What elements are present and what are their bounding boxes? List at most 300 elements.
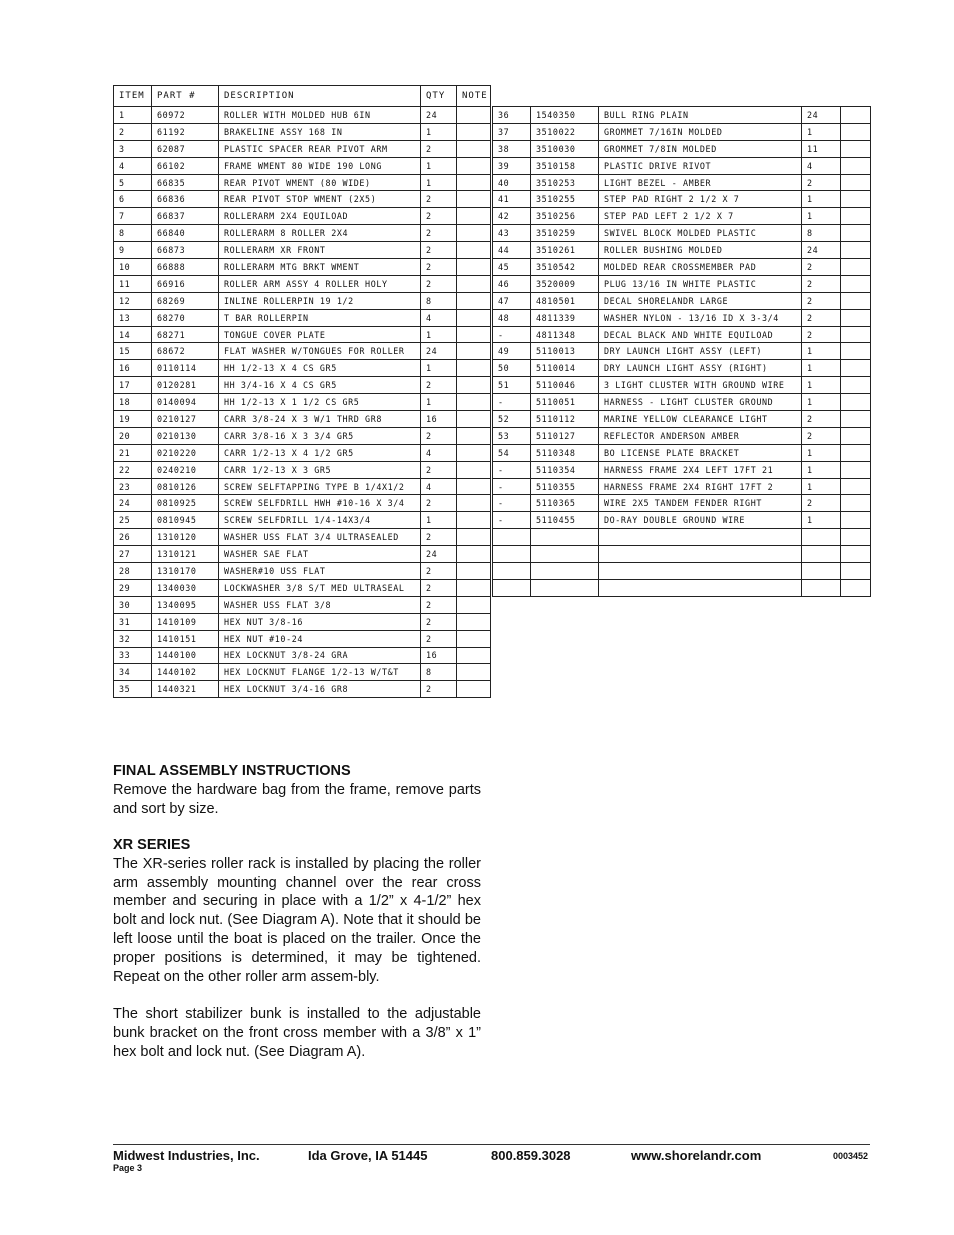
note-cell xyxy=(841,191,871,208)
note-cell xyxy=(457,664,491,681)
qty-cell: 24 xyxy=(421,546,457,563)
table-row xyxy=(114,292,491,309)
part-number-cell: 68269 xyxy=(152,292,219,309)
item-cell: 39 xyxy=(493,157,531,174)
qty-cell: 2 xyxy=(421,529,457,546)
part-number-cell: 68270 xyxy=(152,309,219,326)
note-cell xyxy=(457,444,491,461)
note-cell xyxy=(841,259,871,276)
description-cell: REAR PIVOT WMENT (80 WIDE) xyxy=(219,174,421,191)
note-cell xyxy=(841,242,871,259)
table-row xyxy=(114,360,491,377)
qty-cell xyxy=(802,529,841,546)
qty-cell: 16 xyxy=(421,647,457,664)
note-cell xyxy=(841,444,871,461)
xr-series-heading: XR SERIES xyxy=(113,837,191,853)
description-cell: GROMMET 7/8IN MOLDED xyxy=(599,140,802,157)
table-row xyxy=(114,343,491,360)
table-row xyxy=(493,461,871,478)
part-number-cell: 4810501 xyxy=(531,292,599,309)
part-number-cell: 5110112 xyxy=(531,411,599,428)
note-cell xyxy=(457,563,491,580)
table-row xyxy=(493,377,871,394)
note-cell xyxy=(841,208,871,225)
table-row xyxy=(114,140,491,157)
table-row xyxy=(114,664,491,681)
description-cell: FRAME WMENT 80 WIDE 190 LONG xyxy=(219,157,421,174)
note-cell xyxy=(841,461,871,478)
part-number-cell: 5110127 xyxy=(531,427,599,444)
table-row xyxy=(114,512,491,529)
note-cell xyxy=(457,613,491,630)
qty-cell xyxy=(802,563,841,580)
qty-cell: 2 xyxy=(802,309,841,326)
qty-cell: 8 xyxy=(421,664,457,681)
item-cell: 43 xyxy=(493,225,531,242)
description-cell: ROLLER ARM ASSY 4 ROLLER HOLY xyxy=(219,275,421,292)
description-cell xyxy=(599,529,802,546)
note-cell xyxy=(457,529,491,546)
part-number-cell: 1410109 xyxy=(152,613,219,630)
item-cell: - xyxy=(493,478,531,495)
note-cell xyxy=(457,495,491,512)
qty-cell: 2 xyxy=(421,563,457,580)
table-row xyxy=(114,579,491,596)
header-note: NOTE xyxy=(457,86,491,107)
qty-cell: 2 xyxy=(421,681,457,698)
note-cell xyxy=(457,242,491,259)
part-number-cell xyxy=(531,546,599,563)
parts-list-table-left xyxy=(113,85,491,698)
item-cell: 22 xyxy=(114,461,152,478)
item-cell: 41 xyxy=(493,191,531,208)
part-number-cell: 0210127 xyxy=(152,411,219,428)
item-cell: 37 xyxy=(493,123,531,140)
part-number-cell: 5110348 xyxy=(531,444,599,461)
description-cell: PLUG 13/16 IN WHITE PLASTIC xyxy=(599,275,802,292)
qty-cell: 1 xyxy=(421,174,457,191)
table-row xyxy=(114,208,491,225)
description-cell: HH 3/4-16 X 4 CS GR5 xyxy=(219,377,421,394)
description-cell: SCREW SELFDRILL 1/4-14X3/4 xyxy=(219,512,421,529)
item-cell: - xyxy=(493,394,531,411)
qty-cell: 1 xyxy=(421,360,457,377)
qty-cell: 2 xyxy=(421,613,457,630)
description-cell: HEX NUT #10-24 xyxy=(219,630,421,647)
description-cell: ROLLERARM 2X4 EQUILOAD xyxy=(219,208,421,225)
header-qty: QTY xyxy=(421,86,457,107)
table-row xyxy=(493,309,871,326)
qty-cell: 2 xyxy=(421,191,457,208)
part-number-cell: 66840 xyxy=(152,225,219,242)
qty-cell: 2 xyxy=(421,259,457,276)
description-cell: STEP PAD RIGHT 2 1/2 X 7 xyxy=(599,191,802,208)
table-row xyxy=(493,427,871,444)
part-number-cell: 66837 xyxy=(152,208,219,225)
qty-cell: 1 xyxy=(421,512,457,529)
description-cell: BRAKELINE ASSY 168 IN xyxy=(219,123,421,140)
table-row xyxy=(114,326,491,343)
item-cell: 18 xyxy=(114,394,152,411)
description-cell: WASHER USS FLAT 3/4 ULTRASEALED xyxy=(219,529,421,546)
note-cell xyxy=(457,681,491,698)
note-cell xyxy=(457,208,491,225)
item-cell: 29 xyxy=(114,579,152,596)
note-cell xyxy=(841,579,871,596)
item-cell: 3 xyxy=(114,140,152,157)
table-row xyxy=(493,191,871,208)
footer-doc-number: 0003452 xyxy=(833,1151,869,1161)
item-cell: 30 xyxy=(114,596,152,613)
qty-cell: 11 xyxy=(802,140,841,157)
part-number-cell: 1310120 xyxy=(152,529,219,546)
description-cell: HARNESS - LIGHT CLUSTER GROUND xyxy=(599,394,802,411)
item-cell: 32 xyxy=(114,630,152,647)
part-number-cell xyxy=(531,563,599,580)
qty-cell: 1 xyxy=(421,157,457,174)
item-cell: 9 xyxy=(114,242,152,259)
item-cell: 35 xyxy=(114,681,152,698)
part-number-cell: 0810945 xyxy=(152,512,219,529)
table-row xyxy=(114,647,491,664)
note-cell xyxy=(841,326,871,343)
qty-cell: 2 xyxy=(802,275,841,292)
table-row xyxy=(114,596,491,613)
item-cell: 27 xyxy=(114,546,152,563)
table-row xyxy=(114,411,491,428)
part-number-cell: 1440100 xyxy=(152,647,219,664)
item-cell: 11 xyxy=(114,275,152,292)
item-cell: 28 xyxy=(114,563,152,580)
qty-cell: 1 xyxy=(802,444,841,461)
part-number-cell: 1310121 xyxy=(152,546,219,563)
description-cell: ROLLERARM MTG BRKT WMENT xyxy=(219,259,421,276)
description-cell: 3 LIGHT CLUSTER WITH GROUND WIRE xyxy=(599,377,802,394)
description-cell: HEX LOCKNUT FLANGE 1/2-13 W/T&T xyxy=(219,664,421,681)
item-cell: 16 xyxy=(114,360,152,377)
qty-cell: 1 xyxy=(802,461,841,478)
table-row xyxy=(493,107,871,124)
part-number-cell: 0210130 xyxy=(152,427,219,444)
note-cell xyxy=(457,157,491,174)
description-cell: WASHER USS FLAT 3/8 xyxy=(219,596,421,613)
table-row xyxy=(114,546,491,563)
description-cell: ROLLERARM 8 ROLLER 2X4 xyxy=(219,225,421,242)
table-row xyxy=(493,275,871,292)
item-cell: 13 xyxy=(114,309,152,326)
part-number-cell: 5110355 xyxy=(531,478,599,495)
note-cell xyxy=(841,478,871,495)
part-number-cell: 1340095 xyxy=(152,596,219,613)
xr-series-paragraph-2: The short stabilizer bunk is installed to the adjustable bunk bracket on the front cross member with a 3/8” x 1” hex bolt and lock nut. (See Diagram A). xyxy=(113,1006,481,1060)
table-row xyxy=(493,411,871,428)
part-number-cell: 68672 xyxy=(152,343,219,360)
description-cell: HARNESS FRAME 2X4 RIGHT 17FT 2 xyxy=(599,478,802,495)
description-cell: DECAL BLACK AND WHITE EQUILOAD xyxy=(599,326,802,343)
note-cell xyxy=(841,394,871,411)
description-cell: HEX NUT 3/8-16 xyxy=(219,613,421,630)
description-cell: HEX LOCKNUT 3/4-16 GR8 xyxy=(219,681,421,698)
item-cell: 17 xyxy=(114,377,152,394)
note-cell xyxy=(457,360,491,377)
qty-cell: 1 xyxy=(802,377,841,394)
table-header-row xyxy=(114,86,491,107)
table-row xyxy=(493,157,871,174)
part-number-cell: 1440102 xyxy=(152,664,219,681)
item-cell: 33 xyxy=(114,647,152,664)
item-cell: 34 xyxy=(114,664,152,681)
qty-cell: 16 xyxy=(421,411,457,428)
description-cell: BULL RING PLAIN xyxy=(599,107,802,124)
item-cell xyxy=(493,529,531,546)
item-cell: 31 xyxy=(114,613,152,630)
table-row xyxy=(493,292,871,309)
note-cell xyxy=(841,411,871,428)
qty-cell: 1 xyxy=(802,191,841,208)
part-number-cell: 4811348 xyxy=(531,326,599,343)
item-cell: - xyxy=(493,326,531,343)
qty-cell: 4 xyxy=(421,444,457,461)
table-row xyxy=(493,343,871,360)
note-cell xyxy=(457,478,491,495)
note-cell xyxy=(457,394,491,411)
qty-cell: 1 xyxy=(421,326,457,343)
part-number-cell: 5110014 xyxy=(531,360,599,377)
item-cell: 2 xyxy=(114,123,152,140)
description-cell xyxy=(599,546,802,563)
table-row xyxy=(493,495,871,512)
table-row xyxy=(114,681,491,698)
note-cell xyxy=(841,225,871,242)
part-number-cell: 0210220 xyxy=(152,444,219,461)
qty-cell: 2 xyxy=(802,495,841,512)
part-number-cell: 5110365 xyxy=(531,495,599,512)
part-number-cell: 5110013 xyxy=(531,343,599,360)
description-cell: ROLLER WITH MOLDED HUB 6IN xyxy=(219,107,421,124)
footer-divider xyxy=(113,1144,870,1145)
part-number-cell: 62087 xyxy=(152,140,219,157)
item-cell xyxy=(493,563,531,580)
qty-cell: 24 xyxy=(421,343,457,360)
note-cell xyxy=(457,107,491,124)
qty-cell: 1 xyxy=(421,123,457,140)
part-number-cell: 66888 xyxy=(152,259,219,276)
description-cell: BO LICENSE PLATE BRACKET xyxy=(599,444,802,461)
item-cell: 8 xyxy=(114,225,152,242)
qty-cell: 24 xyxy=(802,242,841,259)
part-number-cell: 66102 xyxy=(152,157,219,174)
item-cell: - xyxy=(493,461,531,478)
part-number-cell: 5110051 xyxy=(531,394,599,411)
item-cell: 53 xyxy=(493,427,531,444)
footer-phone: 800.859.3028 xyxy=(491,1148,571,1163)
part-number-cell: 0810126 xyxy=(152,478,219,495)
note-cell xyxy=(457,377,491,394)
note-cell xyxy=(457,461,491,478)
part-number-cell: 3520009 xyxy=(531,275,599,292)
qty-cell: 2 xyxy=(421,225,457,242)
description-cell: SWIVEL BLOCK MOLDED PLASTIC xyxy=(599,225,802,242)
qty-cell: 2 xyxy=(802,427,841,444)
table-row xyxy=(493,140,871,157)
description-cell: SCREW SELFTAPPING TYPE B 1/4X1/2 xyxy=(219,478,421,495)
table-row xyxy=(114,259,491,276)
description-cell: GROMMET 7/16IN MOLDED xyxy=(599,123,802,140)
qty-cell: 2 xyxy=(802,411,841,428)
note-cell xyxy=(841,107,871,124)
item-cell: 5 xyxy=(114,174,152,191)
description-cell: DECAL SHORELANDR LARGE xyxy=(599,292,802,309)
part-number-cell: 3510253 xyxy=(531,174,599,191)
qty-cell: 2 xyxy=(421,208,457,225)
description-cell: HEX LOCKNUT 3/8-24 GRA xyxy=(219,647,421,664)
item-cell: 54 xyxy=(493,444,531,461)
qty-cell: 4 xyxy=(802,157,841,174)
item-cell: 26 xyxy=(114,529,152,546)
note-cell xyxy=(841,123,871,140)
part-number-cell: 0110114 xyxy=(152,360,219,377)
item-cell: 21 xyxy=(114,444,152,461)
description-cell: CARR 1/2-13 X 3 GR5 xyxy=(219,461,421,478)
qty-cell: 2 xyxy=(421,242,457,259)
description-cell: ROLLER BUSHING MOLDED xyxy=(599,242,802,259)
note-cell xyxy=(841,546,871,563)
header-part-number: PART # xyxy=(152,86,219,107)
description-cell: TONGUE COVER PLATE xyxy=(219,326,421,343)
note-cell xyxy=(841,292,871,309)
note-cell xyxy=(457,427,491,444)
header-description: DESCRIPTION xyxy=(219,86,421,107)
table-row xyxy=(114,174,491,191)
table-row xyxy=(114,630,491,647)
item-cell: 50 xyxy=(493,360,531,377)
note-cell xyxy=(841,174,871,191)
footer-page-number: Page 3 xyxy=(113,1163,143,1173)
part-number-cell xyxy=(531,529,599,546)
note-cell xyxy=(841,343,871,360)
table-row xyxy=(493,259,871,276)
table-row xyxy=(114,309,491,326)
table-row xyxy=(114,191,491,208)
table-row xyxy=(114,123,491,140)
footer-company: Midwest Industries, Inc. xyxy=(113,1148,260,1163)
qty-cell: 8 xyxy=(802,225,841,242)
qty-cell: 2 xyxy=(421,377,457,394)
table-row xyxy=(114,427,491,444)
table-row xyxy=(493,242,871,259)
item-cell: 14 xyxy=(114,326,152,343)
item-cell: 49 xyxy=(493,343,531,360)
footer-city: Ida Grove, IA 51445 xyxy=(308,1148,428,1163)
description-cell: INLINE ROLLERPIN 19 1/2 xyxy=(219,292,421,309)
qty-cell: 1 xyxy=(802,478,841,495)
part-number-cell: 66916 xyxy=(152,275,219,292)
item-cell: - xyxy=(493,512,531,529)
xr-series-section xyxy=(113,836,481,1062)
item-cell: 52 xyxy=(493,411,531,428)
note-cell xyxy=(457,225,491,242)
part-number-cell: 3510158 xyxy=(531,157,599,174)
note-cell xyxy=(457,123,491,140)
table-row xyxy=(493,546,871,563)
parts-list-table-right xyxy=(492,106,871,597)
note-cell xyxy=(841,309,871,326)
note-cell xyxy=(457,411,491,428)
header-item: ITEM xyxy=(114,86,152,107)
item-cell: 51 xyxy=(493,377,531,394)
note-cell xyxy=(841,377,871,394)
description-cell: LIGHT BEZEL - AMBER xyxy=(599,174,802,191)
item-cell: 23 xyxy=(114,478,152,495)
part-number-cell: 68271 xyxy=(152,326,219,343)
qty-cell: 2 xyxy=(421,630,457,647)
note-cell xyxy=(457,596,491,613)
qty-cell: 1 xyxy=(802,394,841,411)
part-number-cell: 5110354 xyxy=(531,461,599,478)
qty-cell: 2 xyxy=(421,140,457,157)
qty-cell: 1 xyxy=(802,343,841,360)
table-row xyxy=(114,394,491,411)
description-cell: SCREW SELFDRILL HWH #10-16 X 3/4 xyxy=(219,495,421,512)
note-cell xyxy=(841,427,871,444)
part-number-cell: 3510259 xyxy=(531,225,599,242)
description-cell: REFLECTOR ANDERSON AMBER xyxy=(599,427,802,444)
note-cell xyxy=(841,563,871,580)
description-cell: T BAR ROLLERPIN xyxy=(219,309,421,326)
item-cell: 36 xyxy=(493,107,531,124)
description-cell: DRY LAUNCH LIGHT ASSY (LEFT) xyxy=(599,343,802,360)
part-number-cell: 66835 xyxy=(152,174,219,191)
parts-list-body-right xyxy=(493,107,871,597)
item-cell: 4 xyxy=(114,157,152,174)
xr-series-paragraph-1: The XR-series roller rack is installed by placing the roller arm assembly mounting channel over the rear cross member and securing in place with a 1/2” x 4-1/2” hex bolt and lock nut. (See Diagram A). Note that it should be left loose until the boat is placed on the trailer. Once the proper positions is determined, it may be tightened. Repeat on the other roller arm assem-bly. xyxy=(113,855,481,985)
note-cell xyxy=(457,309,491,326)
item-cell: 40 xyxy=(493,174,531,191)
note-cell xyxy=(457,259,491,276)
note-cell xyxy=(841,512,871,529)
qty-cell: 1 xyxy=(802,208,841,225)
qty-cell: 1 xyxy=(802,360,841,377)
item-cell: 15 xyxy=(114,343,152,360)
note-cell xyxy=(457,292,491,309)
table-row xyxy=(493,478,871,495)
qty-cell xyxy=(802,546,841,563)
part-number-cell: 3510256 xyxy=(531,208,599,225)
description-cell: WIRE 2X5 TANDEM FENDER RIGHT xyxy=(599,495,802,512)
qty-cell: 1 xyxy=(802,512,841,529)
qty-cell xyxy=(802,579,841,596)
part-number-cell: 66836 xyxy=(152,191,219,208)
table-row xyxy=(493,444,871,461)
part-number-cell: 1340030 xyxy=(152,579,219,596)
table-row xyxy=(493,563,871,580)
description-cell: HH 1/2-13 X 4 CS GR5 xyxy=(219,360,421,377)
final-assembly-heading: FINAL ASSEMBLY INSTRUCTIONS xyxy=(113,763,351,779)
description-cell: DRY LAUNCH LIGHT ASSY (RIGHT) xyxy=(599,360,802,377)
table-row xyxy=(114,377,491,394)
note-cell xyxy=(457,191,491,208)
description-cell: PLASTIC DRIVE RIVOT xyxy=(599,157,802,174)
item-cell: 45 xyxy=(493,259,531,276)
table-row xyxy=(493,123,871,140)
qty-cell: 2 xyxy=(421,596,457,613)
table-row xyxy=(493,512,871,529)
qty-cell: 2 xyxy=(421,461,457,478)
note-cell xyxy=(457,174,491,191)
part-number-cell: 0810925 xyxy=(152,495,219,512)
item-cell: - xyxy=(493,495,531,512)
description-cell: HARNESS FRAME 2X4 LEFT 17FT 21 xyxy=(599,461,802,478)
